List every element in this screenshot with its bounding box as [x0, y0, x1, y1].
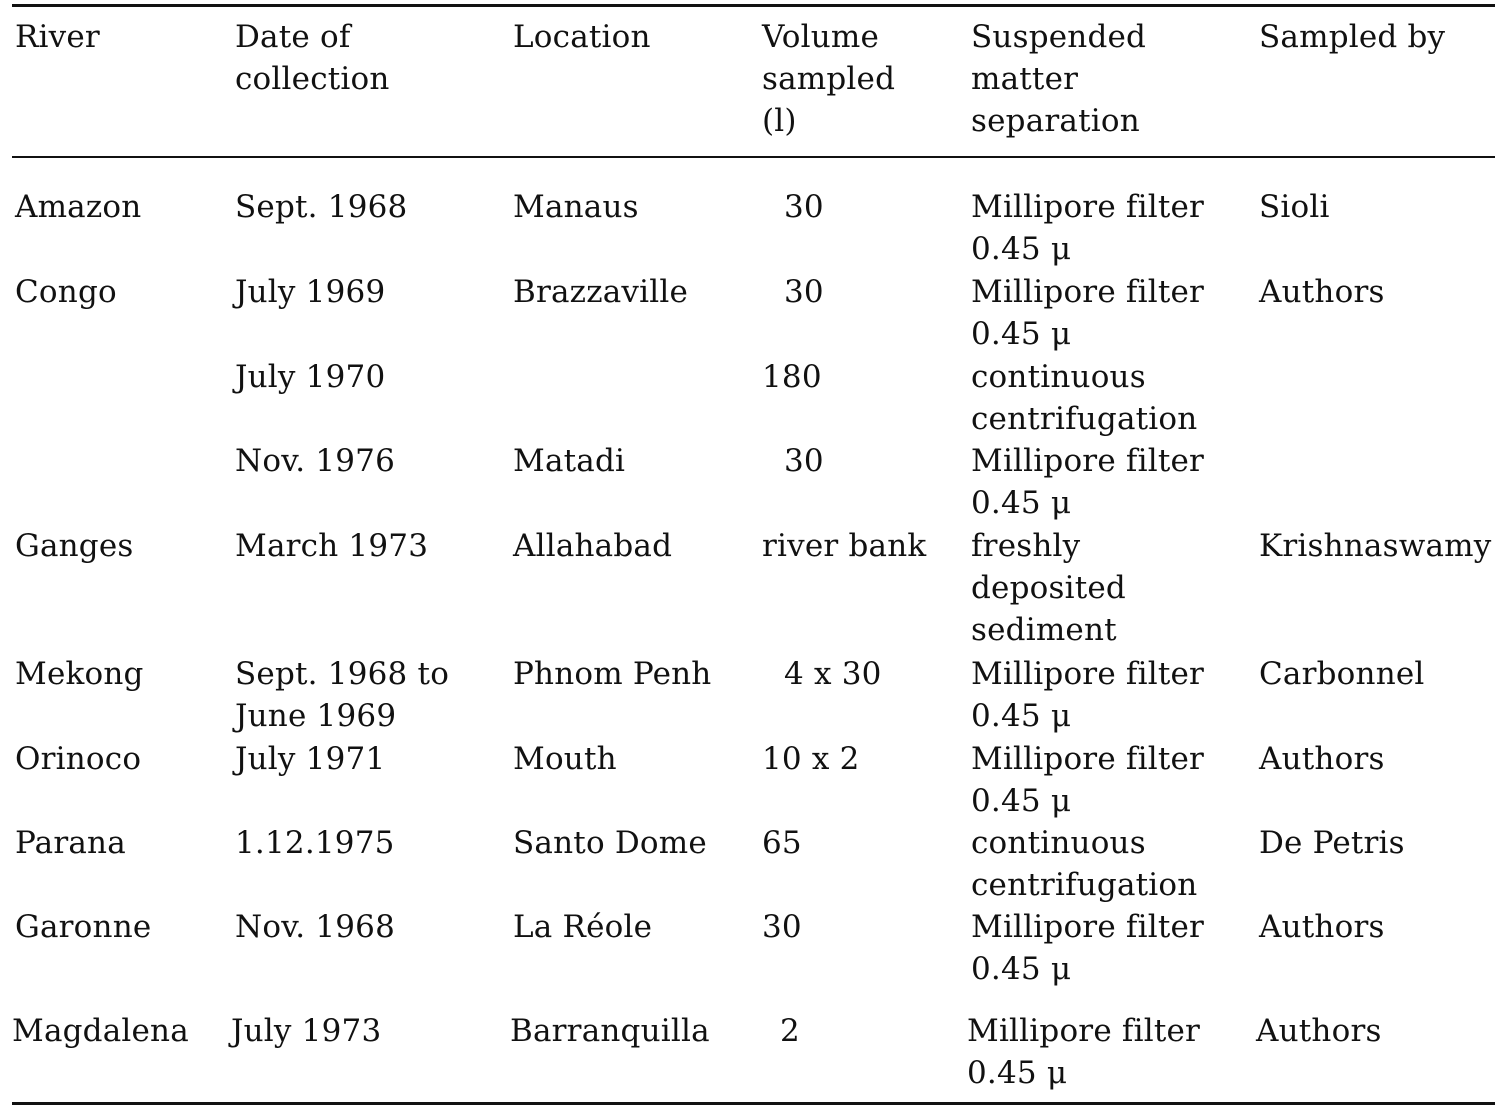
header-separation: Suspended matter separation — [971, 19, 1147, 139]
cell-sampled-by: Authors — [1259, 274, 1385, 310]
cell-date: Nov. 1968 — [235, 909, 396, 945]
header-sampled-by: Sampled by — [1259, 19, 1446, 55]
cell-sampled-by: Carbonnel — [1259, 656, 1425, 692]
cell-separation: Millipore filter 0.45 μ — [971, 656, 1205, 734]
cell-river: Orinoco — [15, 741, 142, 777]
cell-separation: Millipore filter 0.45 μ — [971, 741, 1205, 819]
cell-date: Sept. 1968 — [235, 189, 408, 225]
cell-separation: Millipore filter 0.45 μ — [971, 443, 1205, 521]
cell-separation: Millipore filter 0.45 μ — [971, 909, 1205, 987]
top-rule — [12, 4, 1495, 7]
cell-separation: Millipore filter 0.45 μ — [971, 189, 1205, 267]
header-date: Date of collection — [235, 19, 390, 97]
cell-volume: river bank — [762, 528, 927, 564]
cell-location: Barranquilla — [510, 1013, 710, 1049]
header-river: River — [15, 19, 100, 55]
cell-location: Allahabad — [513, 528, 673, 564]
cell-sampled-by: Authors — [1256, 1013, 1382, 1049]
cell-volume: 180 — [762, 359, 822, 395]
cell-volume: 30 — [784, 443, 824, 479]
cell-volume: 4 x 30 — [784, 656, 882, 692]
cell-separation: Millipore filter 0.45 μ — [971, 274, 1205, 352]
cell-river: Magdalena — [12, 1013, 189, 1049]
cell-volume: 30 — [784, 189, 824, 225]
cell-date: Sept. 1968 to June 1969 — [235, 656, 450, 734]
cell-date: July 1971 — [235, 741, 386, 777]
cell-location: La Réole — [513, 909, 653, 945]
cell-volume: 30 — [784, 274, 824, 310]
header-rule — [12, 156, 1495, 158]
cell-date: July 1970 — [235, 359, 386, 395]
cell-sampled-by: Krishnaswamy — [1259, 528, 1492, 564]
cell-river: Mekong — [15, 656, 144, 692]
cell-sampled-by: Authors — [1259, 909, 1385, 945]
cell-date: 1.12.1975 — [235, 825, 395, 861]
cell-volume: 65 — [762, 825, 802, 861]
cell-date: Nov. 1976 — [235, 443, 396, 479]
cell-separation: Millipore filter 0.45 μ — [967, 1013, 1201, 1091]
cell-date: March 1973 — [235, 528, 429, 564]
cell-sampled-by: Authors — [1259, 741, 1385, 777]
cell-volume: 10 x 2 — [762, 741, 860, 777]
header-location: Location — [513, 19, 651, 55]
header-volume: Volume sampled (l) — [762, 19, 896, 139]
cell-date: July 1969 — [235, 274, 386, 310]
cell-location: Manaus — [513, 189, 639, 225]
cell-sampled-by: Sioli — [1259, 189, 1330, 225]
cell-location: Santo Dome — [513, 825, 707, 861]
cell-river: Parana — [15, 825, 126, 861]
cell-location: Mouth — [513, 741, 617, 777]
cell-river: Garonne — [15, 909, 152, 945]
cell-separation: freshly deposited sediment — [971, 528, 1126, 648]
cell-volume: 2 — [780, 1013, 800, 1049]
cell-location: Brazzaville — [513, 274, 689, 310]
cell-river: Amazon — [15, 189, 142, 225]
bottom-rule — [12, 1102, 1495, 1105]
cell-separation: continuous centrifugation — [971, 359, 1198, 437]
cell-location: Phnom Penh — [513, 656, 712, 692]
cell-river: Ganges — [15, 528, 134, 564]
cell-river: Congo — [15, 274, 117, 310]
cell-location: Matadi — [513, 443, 626, 479]
cell-date: July 1973 — [231, 1013, 382, 1049]
cell-sampled-by: De Petris — [1259, 825, 1405, 861]
cell-volume: 30 — [762, 909, 802, 945]
cell-separation: continuous centrifugation — [971, 825, 1198, 903]
